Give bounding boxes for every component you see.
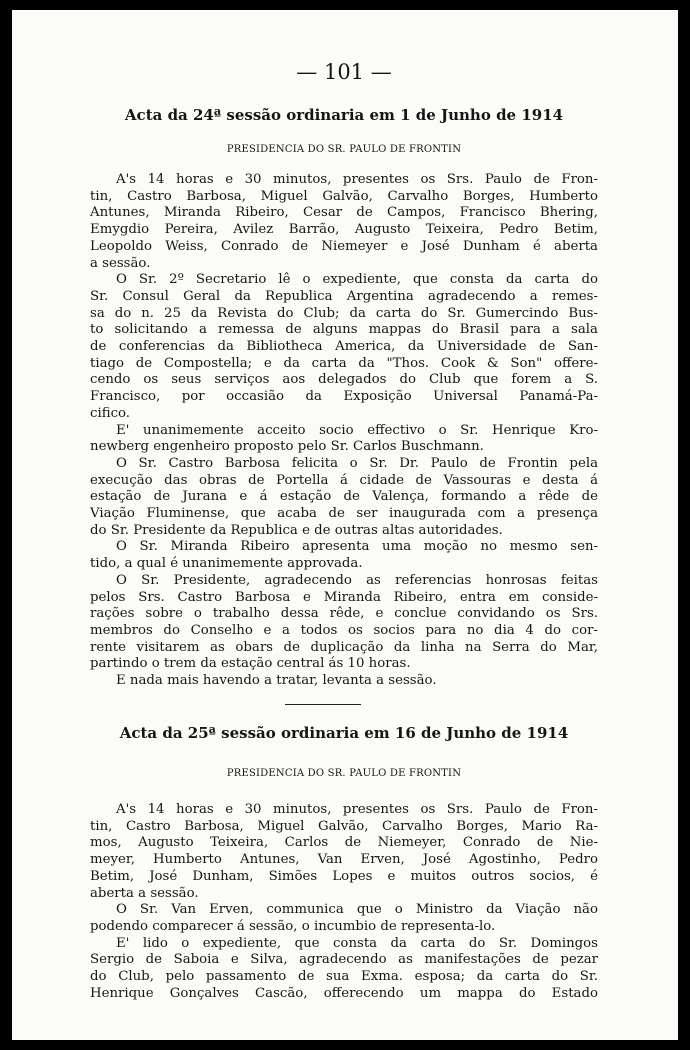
session-25-minutes (90, 802, 598, 1002)
text-line: E' lido o expediente, que consta da carta do Sr. Domingos (116, 935, 598, 951)
text-line: pelos Srs. Castro Barbosa e Miranda Ribeiro, entra em conside- (90, 589, 598, 605)
text-line: cendo os seus serviços aos delegados do Club que forem a S. (90, 372, 598, 388)
text-line: A's 14 horas e 30 minutos, presentes os Srs. Paulo de Fron- (116, 802, 598, 817)
text-line: membros do Conselho e a todos os socios para no dia 4 do cor- (90, 622, 598, 638)
text-line: execução das obras de Portella á cidade de Vassouras e desta á (90, 472, 598, 488)
text-line: meyer, Humberto Antunes, Van Erven, José Agostinho, Pedro (90, 852, 598, 868)
text-line: partindo o trem da estação central ás 10 horas. (90, 656, 411, 672)
text-line: rações sobre o trabalho dessa rêde, e conclue convidando os Srs. (90, 606, 598, 622)
document-page (12, 10, 678, 1040)
text-line: podendo comparecer á sessão, o incumbio de representa-lo. (90, 918, 496, 934)
session-25-presidency: PRESIDENCIA DO SR. PAULO DE FRONTIN (226, 768, 462, 779)
text-line: to solicitando a remessa de alguns mappas do Brasil para a sala (90, 322, 598, 338)
text-line: aberta a sessão. (90, 885, 199, 901)
text-line: newberg engenheiro proposto pelo Sr. Carlos Buschmann. (90, 439, 484, 455)
text-line: tido, a qual é unanimemente approvada. (90, 556, 363, 572)
text-line: Betim, José Dunham, Simões Lopes e muitos outros socios, é (90, 868, 598, 884)
section-divider (285, 704, 361, 705)
text-line: O Sr. Presidente, agradecendo as referencias honrosas feitas (116, 572, 598, 588)
session-24-title: Acta da 24ª sessão ordinaria em 1 de Junho de 1914 (124, 106, 564, 124)
text-line: Antunes, Miranda Ribeiro, Cesar de Campos, Francisco Bhering, (90, 205, 598, 221)
text-line: tiago de Compostella; e da carta da "Thos. Cook & Son" offere- (90, 355, 598, 371)
text-line: tin, Castro Barbosa, Miguel Galvão, Carvalho Borges, Mario Ra- (90, 818, 598, 834)
text-line: tin, Castro Barbosa, Miguel Galvão, Carvalho Borges, Humberto (90, 188, 598, 204)
text-line: E' unanimemente acceito socio effectivo o Sr. Henrique Kro- (116, 422, 598, 438)
text-line: mos, Augusto Teixeira, Carlos de Niemeyer, Conrado de Nie- (90, 835, 598, 851)
text-line: Viação Fluminense, que acaba de ser inaugurada com a presença (90, 506, 598, 522)
page-number: — 101 — (296, 60, 392, 84)
session-24-minutes (90, 172, 598, 690)
session-24-presidency: PRESIDENCIA DO SR. PAULO DE FRONTIN (226, 144, 462, 155)
text-line: a sessão. (90, 255, 151, 271)
text-line: Sr. Consul Geral da Republica Argentina agradecendo a remes- (90, 288, 598, 304)
text-line: A's 14 horas e 30 minutos, presentes os Srs. Paulo de Fron- (116, 172, 598, 187)
text-line: Sergio de Saboia e Silva, agradecendo as manifestações de pezar (90, 952, 598, 968)
text-line: Leopoldo Weiss, Conrado de Niemeyer e José Dunham é aberta (90, 238, 598, 254)
text-line: O Sr. Miranda Ribeiro apresenta uma moção no mesmo sen- (116, 539, 598, 555)
text-line: sa do n. 25 da Revista do Club; da carta do Sr. Gumercindo Bus- (90, 305, 598, 321)
text-line: do Club, pelo passamento de sua Exma. esposa; da carta do Sr. (90, 969, 598, 985)
text-line: O Sr. Van Erven, communica que o Ministro da Viação não (116, 902, 598, 918)
text-line: Emygdio Pereira, Avilez Barrão, Augusto Teixeira, Pedro Betim, (90, 222, 598, 238)
text-line: cifico. (90, 405, 131, 421)
text-line: Henrique Gonçalves Cascão, offerecendo um mappa do Estado (90, 985, 598, 1001)
text-line: de conferencias da Bibliotheca America, da Universidade de San- (90, 339, 598, 355)
text-line: O Sr. 2º Secretario lê o expediente, que consta da carta do (116, 272, 598, 288)
session-25-title: Acta da 25ª sessão ordinaria em 16 de Junho de 1914 (119, 724, 569, 742)
text-line: O Sr. Castro Barbosa felicita o Sr. Dr. Paulo de Frontin pela (116, 455, 598, 471)
text-line: do Sr. Presidente da Republica e de outras altas autoridades. (90, 522, 503, 538)
text-line: estação de Jurana e á estação de Valença, formando a rêde de (90, 489, 598, 505)
text-line: E nada mais havendo a tratar, levanta a sessão. (116, 673, 437, 689)
text-line: Francisco, por occasião da Exposição Universal Panamá-Pa- (90, 389, 598, 405)
text-line: rente visitarem as obars de duplicação da linha na Serra do Mar, (90, 639, 598, 655)
